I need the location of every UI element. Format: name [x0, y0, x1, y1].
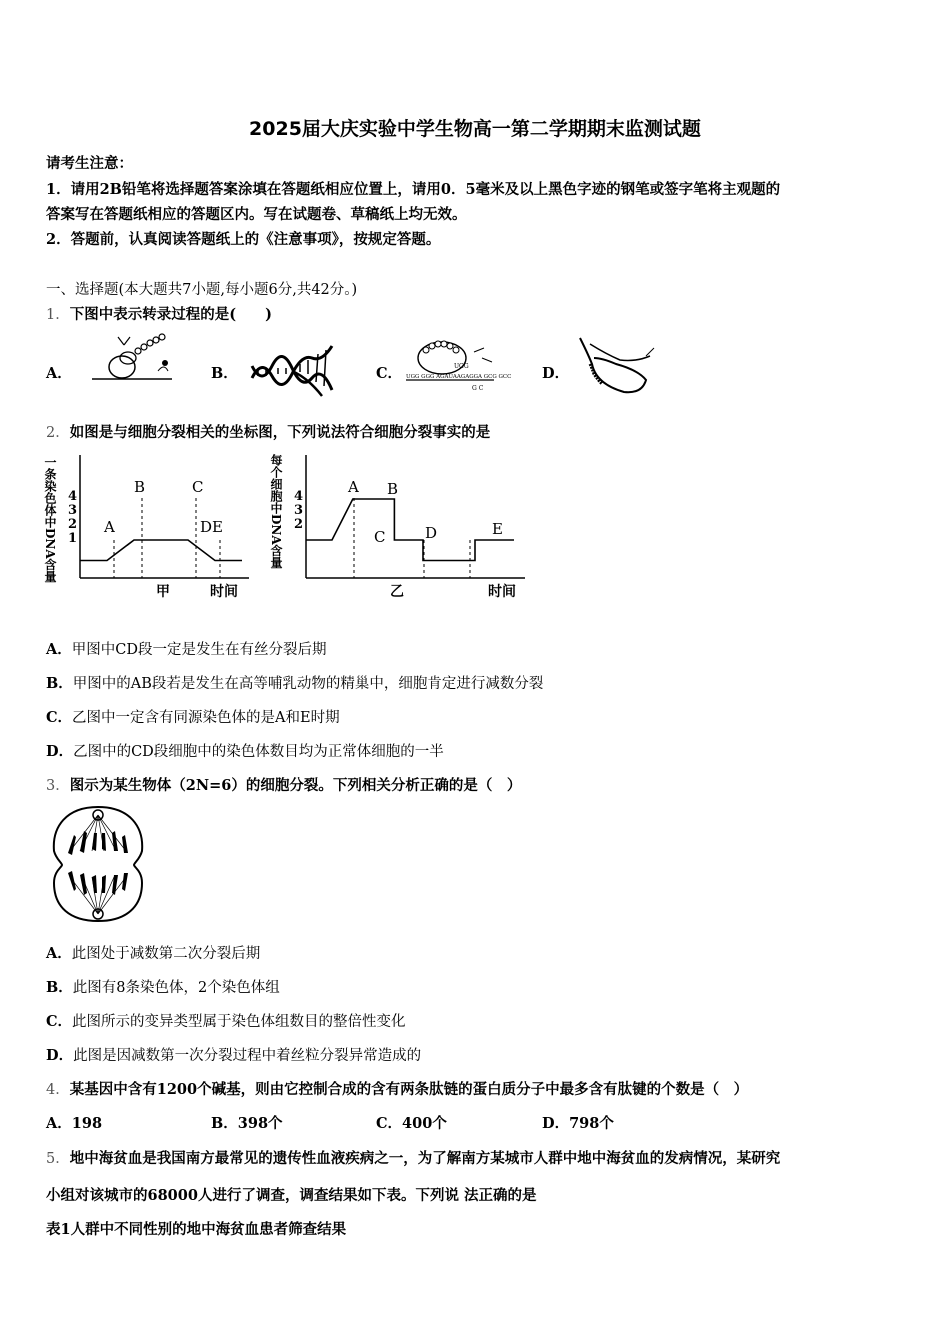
q1-option-a-label: A．	[46, 365, 72, 382]
y-axis-label-text: 一条染色体中DNA含量	[43, 456, 57, 583]
option-letter: B．	[46, 675, 73, 692]
q1-image-d	[576, 334, 656, 398]
question-stem: 下图中表示转录过程的是( )	[69, 306, 272, 323]
q1-image-a	[88, 333, 178, 391]
q1-c-label: G C	[472, 385, 484, 392]
q4-option-a	[46, 1112, 102, 1133]
tick-label-1: 1	[68, 531, 78, 546]
q3-option-b	[46, 976, 280, 997]
question-number: 4．	[46, 1082, 70, 1098]
option-letter: C．	[376, 1115, 403, 1132]
q4-option-b	[211, 1112, 283, 1133]
question-stem-line-1: 地中海贫血是我国南方最常见的遗传性血液疾病之一，为了解南方某城市人群中地中海贫血的发病情况，某研究	[69, 1150, 781, 1167]
option-text: 198	[71, 1115, 103, 1132]
x-axis-label: 时间	[488, 584, 516, 600]
option-text: 此图是因减数第一次分裂过程中着丝粒分裂异常造成的	[73, 1048, 422, 1064]
option-text: 甲图中的AB段若是发生在高等哺乳动物的精巢中，细胞肯定进行减数分裂	[72, 676, 544, 692]
question-stem-line-2: 小组对该城市的68000人进行了调查，调查结果如下表。下列说 法正确的是	[46, 1187, 537, 1204]
question-3	[46, 774, 521, 795]
q3-cell-image	[46, 803, 150, 925]
q4-option-c	[376, 1112, 447, 1133]
section-heading: 一、选择题(本大题共7小题,每小题6分,共42分。)	[46, 282, 358, 298]
option-text: 乙图中一定含有同源染色体的是A和E时期	[72, 710, 340, 726]
q1-option-b-label: B．	[211, 365, 238, 382]
page-title: 2025届大庆实验中学生物高一第二学期期末监测试题	[249, 118, 701, 140]
segment-label-c: C	[374, 528, 386, 546]
option-text: 798个	[569, 1115, 614, 1132]
question-1	[46, 303, 272, 324]
tick-label-2: 2	[68, 517, 78, 532]
question-number: 3．	[46, 778, 70, 794]
q1-image-b	[250, 338, 335, 398]
option-text: 此图处于减数第二次分裂后期	[71, 946, 261, 962]
option-text: 此图有8条染色体，2个染色体组	[72, 980, 280, 996]
notice-line-1a: 1．请用2B铅笔将选择题答案涂填在答题纸相应位置上，请用0．5毫米及以上黑色字迹的钢笔或签字笔将主观题的	[46, 181, 781, 198]
tick-label-3: 3	[294, 503, 304, 518]
tick-label-3: 3	[68, 503, 78, 518]
q2-option-d	[46, 740, 444, 761]
series-line	[306, 499, 514, 561]
option-letter: D．	[46, 743, 74, 760]
option-text: 400个	[402, 1115, 447, 1132]
tick-label-2: 2	[294, 517, 304, 532]
series-line	[80, 540, 242, 561]
question-stem: 某基因中含有1200个碱基，则由它控制合成的含有两条肽链的蛋白质分子中最多含有肽键的个数是（ ）	[69, 1081, 749, 1098]
question-2	[46, 421, 490, 442]
y-axis-label-text: 每个细胞中DNA含量	[269, 454, 283, 569]
x-axis-label: 时间	[210, 584, 238, 600]
segment-label-e: E	[492, 520, 503, 538]
question-number: 2．	[46, 425, 70, 441]
question-number: 5．	[46, 1151, 70, 1167]
question-number: 1．	[46, 307, 70, 323]
q2-option-c	[46, 706, 340, 727]
q2-option-b	[46, 672, 543, 693]
segment-label-de: DE	[200, 518, 223, 536]
notice-line-1b: 答案写在答题纸相应的答题区内。写在试题卷、草稿纸上均无效。	[46, 206, 467, 223]
q3-option-a	[46, 942, 260, 963]
question-stem: 如图是与细胞分裂相关的坐标图，下列说法符合细胞分裂事实的是	[69, 424, 491, 441]
segment-label-d: D	[425, 524, 438, 542]
chart-name-yi: 乙	[390, 584, 404, 600]
segment-label-a: A	[104, 518, 115, 536]
q2-option-a	[46, 638, 326, 659]
q4-option-d	[542, 1112, 614, 1133]
q1-c-seq-top: UGG	[454, 363, 469, 370]
option-letter: D．	[46, 1047, 74, 1064]
table-caption: 表1人群中不同性别的地中海贫血患者筛查结果	[46, 1221, 347, 1238]
chart-jia	[44, 450, 254, 605]
option-text: 乙图中的CD段细胞中的染色体数目均为正常体细胞的一半	[73, 744, 444, 760]
q3-option-c	[46, 1010, 406, 1031]
option-letter: A．	[46, 1115, 72, 1132]
question-5	[46, 1147, 780, 1168]
option-letter: D．	[542, 1115, 570, 1132]
segment-label-b: B	[387, 480, 399, 498]
tick-label-4: 4	[294, 489, 304, 504]
q1-option-d-label: D．	[542, 365, 570, 382]
option-text: 甲图中CD段一定是发生在有丝分裂后期	[71, 642, 327, 658]
option-letter: B．	[46, 979, 73, 996]
option-letter: C．	[46, 1013, 73, 1030]
q1-image-c	[404, 336, 512, 392]
option-text: 此图所示的变异类型属于染色体组数目的整倍性变化	[72, 1014, 406, 1030]
question-4	[46, 1078, 748, 1099]
segment-label-a: A	[348, 478, 359, 496]
option-letter: A．	[46, 641, 72, 658]
question-stem: 图示为某生物体（2N=6）的细胞分裂。下列相关分析正确的是（ ）	[69, 777, 522, 794]
segment-label-b: B	[134, 478, 146, 496]
option-text: 398个	[237, 1115, 283, 1132]
tick-label-4: 4	[68, 489, 78, 504]
chart-name-jia: 甲	[156, 584, 170, 600]
option-letter: C．	[46, 709, 73, 726]
option-letter: B．	[211, 1115, 238, 1132]
segment-label-c: C	[192, 478, 204, 496]
option-letter: A．	[46, 945, 72, 962]
q1-c-sequence: UGG GGG AGAUAAGAGGA GCG GCC	[406, 374, 512, 380]
q3-option-d	[46, 1044, 421, 1065]
y-axis-label	[43, 456, 57, 583]
notice-line-2: 2．答题前，认真阅读答题纸上的《注意事项》，按规定答题。	[46, 231, 441, 248]
chart-yi	[270, 450, 530, 605]
notice-heading: 请考生注意：	[46, 155, 133, 172]
q1-option-c-label: C．	[376, 365, 403, 382]
